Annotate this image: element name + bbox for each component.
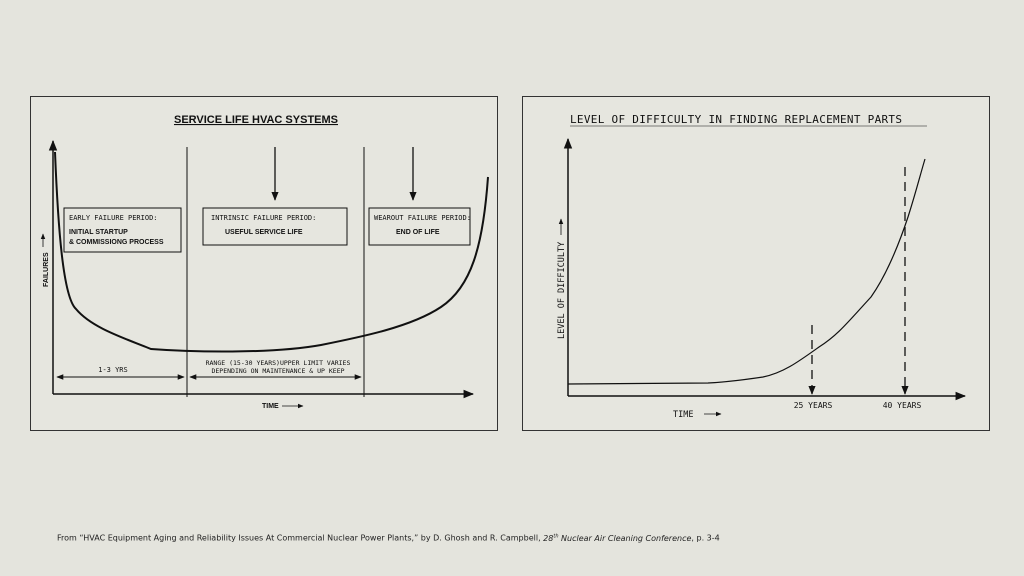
caption-ordinal-suffix: th [553, 533, 559, 539]
box-line: & COMMISSIONG PROCESS [69, 239, 164, 246]
range-main-label-1: RANGE (15-30 YEARS)UPPER LIMIT VARIES [205, 359, 351, 367]
marker-25-label: 25 YEARS [793, 401, 833, 410]
service-life-diagram [30, 96, 498, 431]
x-axis-label: TIME [262, 403, 279, 410]
range-early-label: 1-3 YRS [98, 366, 128, 374]
box-heading: EARLY FAILURE PERIOD: [69, 214, 158, 222]
caption-conference [543, 534, 691, 543]
source-caption [57, 533, 720, 543]
box-line: INITIAL STARTUP [69, 229, 128, 236]
x-axis-label: TIME [673, 410, 694, 420]
caption-suffix: , p. 3-4 [691, 533, 720, 543]
box-early-failure [64, 208, 181, 252]
box-line: USEFUL SERVICE LIFE [225, 229, 303, 236]
caption-conference-name: Nuclear Air Cleaning Conference [558, 533, 692, 543]
y-axis-label: FAILURES [43, 252, 50, 287]
diagram-title: LEVEL OF DIFFICULTY IN FINDING REPLACEMENT PARTS [570, 113, 903, 126]
replacement-parts-diagram [522, 96, 990, 431]
box-heading: INTRINSIC FAILURE PERIOD: [211, 214, 317, 222]
box-heading: WEAROUT FAILURE PERIOD: [374, 214, 471, 222]
box-intrinsic-failure [203, 208, 347, 245]
marker-40-label: 40 YEARS [882, 401, 922, 410]
diagram-title: SERVICE LIFE HVAC SYSTEMS [173, 114, 339, 126]
caption-prefix: From “HVAC Equipment Aging and Reliability Issues At Commercial Nuclear Power Plants,” by D. Ghosh and R. Campbell, [57, 533, 544, 543]
box-line: END OF LIFE [396, 229, 440, 236]
service-life-svg [31, 97, 497, 430]
difficulty-curve [568, 159, 925, 384]
replacement-parts-svg [523, 97, 989, 430]
y-axis-label: LEVEL OF DIFFICULTY [557, 241, 567, 339]
range-main-label-2: DEPENDING ON MAINTENANCE & UP KEEP [211, 367, 345, 375]
caption-ordinal: 28 [543, 533, 554, 543]
box-wearout-failure [369, 208, 471, 245]
